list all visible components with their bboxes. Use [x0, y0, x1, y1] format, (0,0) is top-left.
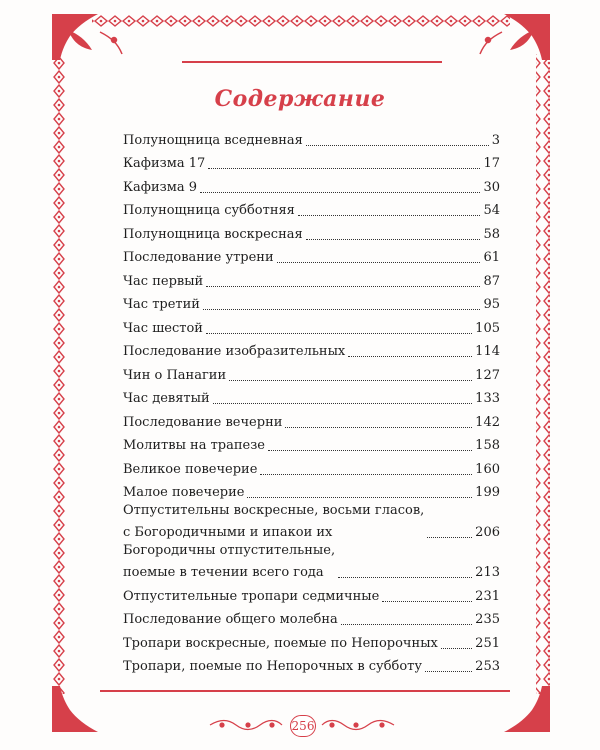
toc-entry-page: 3	[491, 132, 500, 148]
toc-entry-title	[123, 273, 203, 291]
toc-entry-title-line: Богородичны отпустительные,	[123, 543, 336, 558]
toc-entry	[123, 314, 500, 338]
toc-entry-title-line: Последование изобразительных	[123, 344, 346, 359]
toc-entry-page: 160	[475, 461, 500, 477]
toc-entry-title-line: Тропари воскресные, поемые по Непорочных	[123, 635, 438, 651]
toc-entry-title-line: Полунощница воскресная	[123, 226, 303, 242]
dot-leader	[268, 450, 472, 451]
toc-entry	[123, 385, 500, 409]
toc-entry	[123, 126, 500, 150]
toc-entry	[123, 629, 500, 653]
dot-leader	[247, 497, 472, 498]
toc-entry-title-line: Последование утрени	[123, 250, 274, 265]
toc-entry-title-line: Кафизма 17	[123, 156, 206, 171]
toc-entry	[123, 502, 500, 542]
page-title: Содержание	[214, 86, 386, 112]
toc-entry-page: 235	[475, 612, 500, 627]
dot-leader	[348, 356, 472, 357]
dot-leader	[338, 577, 472, 578]
dot-leader	[285, 427, 472, 428]
table-of-contents	[123, 126, 500, 676]
toc-entry-title	[123, 226, 303, 244]
toc-entry	[123, 455, 500, 479]
toc-entry-title	[123, 296, 200, 314]
dot-leader	[382, 601, 472, 602]
toc-entry-title	[123, 484, 244, 502]
toc-entry	[123, 291, 500, 315]
toc-entry	[123, 244, 500, 268]
page-number: 256	[290, 715, 316, 737]
toc-entry-title	[123, 658, 422, 676]
toc-entry-title-line: с Богородичными и ипакои их	[123, 525, 333, 540]
toc-entry	[123, 432, 500, 456]
toc-entry	[123, 267, 500, 291]
toc-entry-page: 213	[475, 565, 500, 580]
toc-entry	[123, 479, 500, 503]
toc-entry-title	[123, 343, 345, 361]
toc-entry-title	[123, 588, 379, 606]
toc-entry-title-line: Час девятый	[123, 391, 210, 406]
toc-entry-page: 61	[483, 250, 500, 265]
dot-leader	[306, 145, 489, 146]
toc-entry	[123, 338, 500, 362]
toc-entry-title	[123, 155, 205, 173]
toc-entry-title	[123, 249, 274, 267]
ornament-right-icon	[320, 717, 398, 733]
toc-entry-title	[123, 179, 197, 197]
toc-entry-title	[123, 635, 438, 653]
toc-entry-page: 105	[475, 320, 500, 336]
toc-entry-title	[123, 390, 210, 408]
toc-entry-title-line: Отпустительные тропари седмичные	[123, 588, 380, 604]
toc-entry-page: 58	[483, 226, 500, 242]
toc-entry-title-line: Малое повечерие	[123, 485, 245, 500]
dot-leader	[427, 537, 472, 538]
toc-entry-page: 253	[475, 659, 500, 674]
toc-entry-title	[123, 320, 203, 338]
toc-entry-page: 114	[475, 344, 500, 359]
toc-entry-page: 95	[483, 297, 500, 312]
toc-entry	[123, 220, 500, 244]
toc-entry-page: 30	[483, 179, 500, 195]
ornament-left-icon	[206, 717, 284, 733]
toc-entry-page: 158	[475, 438, 500, 453]
toc-entry-title-line: Отпустительны воскресные, восьми гласов,	[123, 503, 425, 518]
toc-entry-title	[123, 202, 295, 220]
dot-leader	[298, 215, 481, 216]
toc-entry-title	[123, 414, 282, 432]
toc-entry-title-line: Полунощница субботняя	[123, 203, 295, 218]
toc-entry-title	[123, 611, 338, 629]
dot-leader	[206, 286, 480, 287]
dot-leader	[206, 333, 472, 334]
toc-entry	[123, 150, 500, 174]
toc-entry-title-line: Час третий	[123, 297, 200, 312]
dot-leader	[341, 624, 472, 625]
toc-entry-page: 251	[475, 635, 500, 651]
toc-entry-title	[123, 502, 424, 542]
dot-leader	[203, 309, 481, 310]
toc-entry-title	[123, 367, 226, 385]
toc-entry-title	[123, 132, 303, 150]
toc-entry-title-line: Кафизма 9	[123, 179, 198, 195]
toc-entry-page: 206	[475, 525, 500, 540]
toc-entry-title-line: Час шестой	[123, 320, 203, 336]
toc-entry-page: 231	[475, 588, 500, 604]
toc-entry-page: 142	[475, 414, 500, 430]
toc-entry-page: 17	[483, 156, 500, 171]
dot-leader	[306, 239, 481, 240]
toc-entry-title-line: поемые в течении всего года	[123, 565, 324, 580]
toc-entry	[123, 582, 500, 606]
dot-leader	[229, 380, 472, 381]
toc-entry-title-line: Великое повечерие	[123, 461, 258, 477]
toc-entry	[123, 542, 500, 582]
dot-leader	[208, 168, 480, 169]
dot-leader	[213, 403, 473, 404]
toc-entry-title-line: Молитвы на трапезе	[123, 438, 266, 453]
toc-entry-title-line: Последование вечерни	[123, 414, 283, 430]
toc-entry-page: 133	[475, 391, 500, 406]
dot-leader	[425, 671, 472, 672]
toc-entry	[123, 361, 500, 385]
toc-entry-title	[123, 461, 257, 479]
toc-entry-title-line: Чин о Панагии	[123, 367, 227, 383]
bottom-rule	[100, 690, 510, 692]
toc-entry-page: 54	[483, 203, 500, 218]
toc-entry	[123, 408, 500, 432]
toc-entry	[123, 653, 500, 677]
toc-entry	[123, 197, 500, 221]
toc-entry-page: 127	[475, 367, 500, 383]
toc-entry	[123, 173, 500, 197]
toc-entry-title-line: Полунощница вседневная	[123, 132, 303, 148]
toc-entry-title	[123, 542, 335, 582]
dot-leader	[441, 648, 472, 649]
dot-leader	[260, 474, 472, 475]
toc-entry-title	[123, 437, 265, 455]
toc-entry-title-line: Тропари, поемые по Непорочных в субботу	[123, 659, 423, 674]
toc-entry-title-line: Последование общего молебна	[123, 612, 338, 627]
toc-entry-page: 199	[475, 485, 500, 500]
toc-entry-title-line: Час первый	[123, 273, 204, 289]
dot-leader	[200, 192, 480, 193]
toc-entry	[123, 606, 500, 630]
toc-entry-page: 87	[483, 273, 500, 289]
dot-leader	[277, 262, 481, 263]
